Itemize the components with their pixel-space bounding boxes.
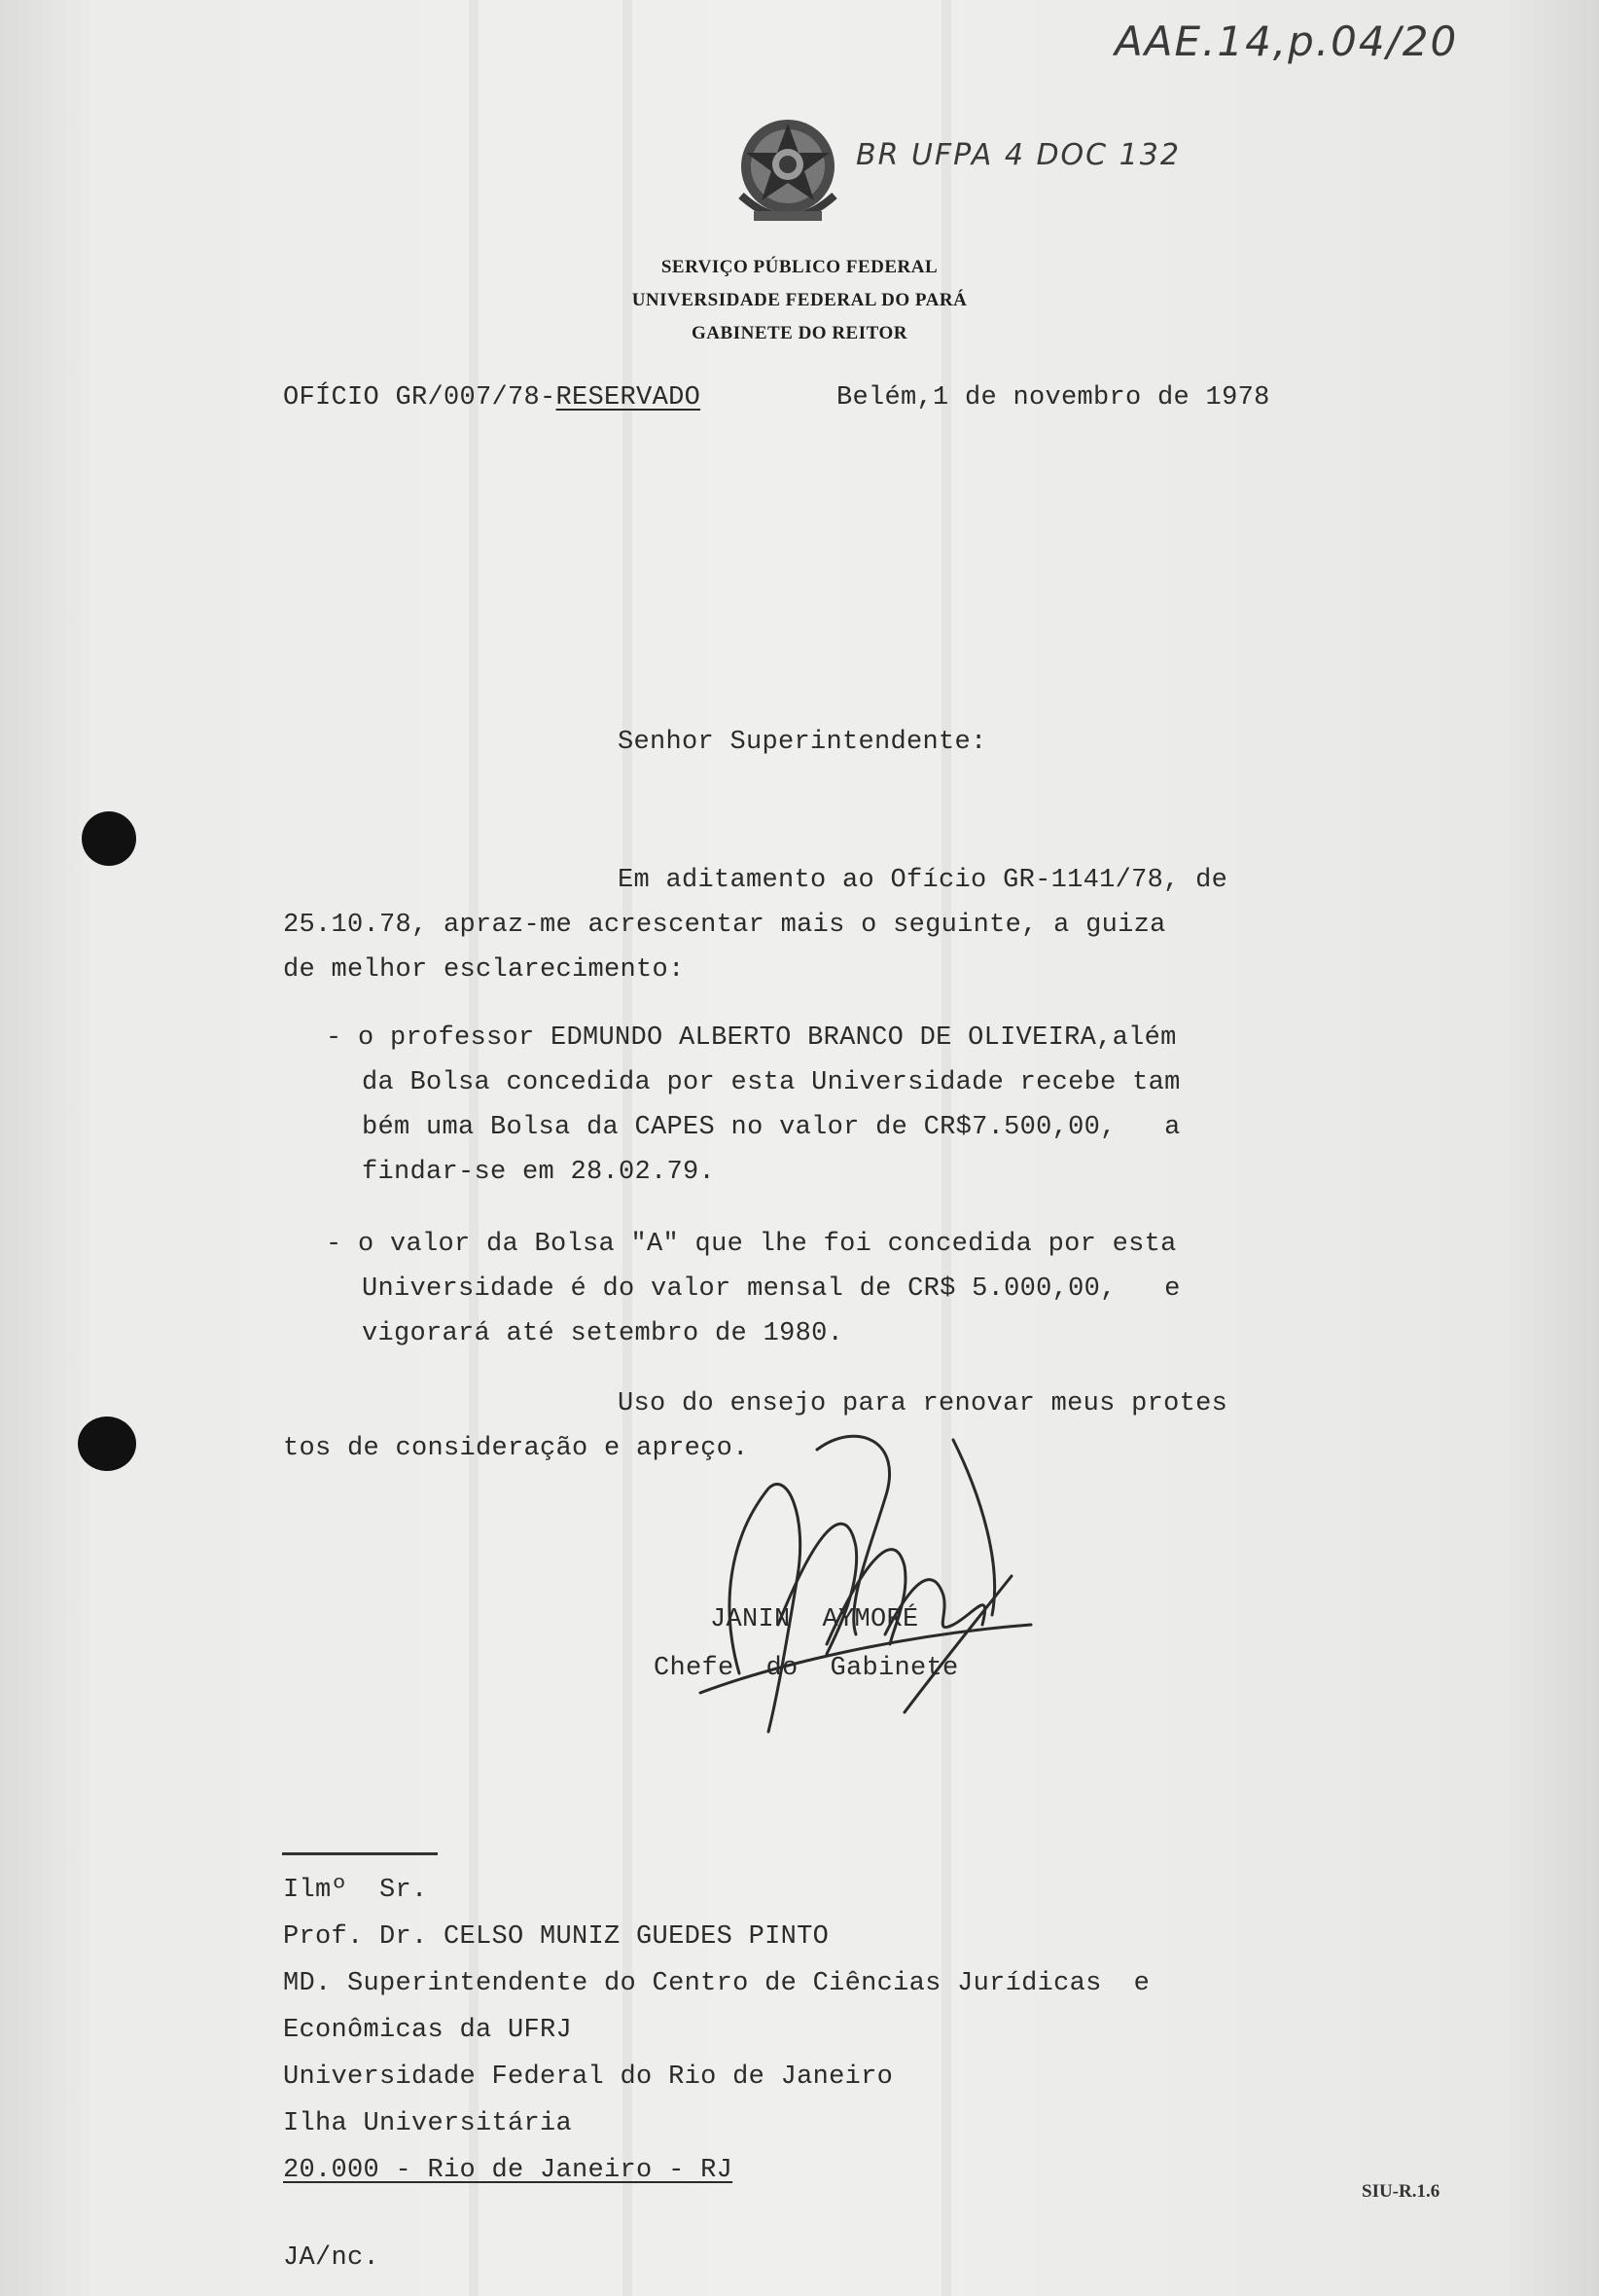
body-line: Em aditamento ao Ofício GR-1141/78, de <box>618 866 1228 895</box>
paper-fold <box>622 0 632 2296</box>
handwritten-signature <box>661 1381 1089 1761</box>
closing-line: tos de consideração e apreço. <box>283 1434 749 1463</box>
coat-of-arms-emblem <box>720 102 856 238</box>
document-reference <box>283 383 700 413</box>
addressee-role: MD. Superintendente do Centro de Ciências Jurídicas e <box>283 1969 1151 1998</box>
addressee-city: 20.000 - Rio de Janeiro - RJ <box>283 2156 733 2185</box>
header-service-line: SERVIÇO PÚBLICO FEDERAL <box>660 257 939 277</box>
form-code: SIU-R.1.6 <box>1362 2181 1440 2202</box>
signatory-title: Chefe do Gabinete <box>654 1654 959 1683</box>
list-item-line: findar-se em 28.02.79. <box>362 1158 716 1187</box>
list-item-line: da Bolsa concedida por esta Universidade recebe tam <box>362 1068 1181 1097</box>
box-reference-note: BR UFPA 4 DOC 132 <box>856 138 1181 172</box>
typist-initials: JA/nc. <box>283 2243 380 2273</box>
punch-hole <box>82 811 136 866</box>
body-line: de melhor esclarecimento: <box>283 955 685 985</box>
body-line: 25.10.78, apraz-me acrescentar mais o seguinte, a guiza <box>283 911 1166 940</box>
separator-line <box>282 1852 438 1855</box>
addressee-name: Prof. Dr. CELSO MUNIZ GUEDES PINTO <box>283 1922 830 1952</box>
header-university-line: UNIVERSIDADE FEDERAL DO PARÁ <box>631 290 968 310</box>
addressee-honorific: Ilmº Sr. <box>283 1876 428 1905</box>
classification-marking: RESERVADO <box>555 383 701 413</box>
list-item-line: - o professor EDMUNDO ALBERTO BRANCO DE OLIVEIRA,além <box>326 1023 1177 1053</box>
header-office-line: GABINETE DO REITOR <box>692 323 907 343</box>
signatory-name: JANIN AYMORÉ <box>710 1605 919 1634</box>
archive-reference-note: AAE.14,p.04/20 <box>1115 18 1459 65</box>
list-item-line: Universidade é do valor mensal de CR$ 5.000,00, e <box>362 1274 1181 1304</box>
reference-number: OFÍCIO GR/007/78- <box>283 383 556 413</box>
addressee-role-continued: Econômicas da UFRJ <box>283 2016 573 2045</box>
addressee-campus: Ilha Universitária <box>283 2109 573 2138</box>
salutation: Senhor Superintendente: <box>618 728 987 757</box>
punch-hole <box>78 1417 136 1471</box>
list-item-line: vigorará até setembro de 1980. <box>362 1319 844 1348</box>
paper-fold <box>942 0 951 2296</box>
place-and-date: Belém,1 de novembro de 1978 <box>836 383 1270 413</box>
closing-line: Uso do ensejo para renovar meus protes <box>618 1389 1228 1418</box>
list-item-line: - o valor da Bolsa "A" que lhe foi concedida por esta <box>326 1230 1177 1259</box>
list-item-line: bém uma Bolsa da CAPES no valor de CR$7.500,00, a <box>362 1113 1181 1142</box>
addressee-institution: Universidade Federal do Rio de Janeiro <box>283 2063 894 2092</box>
paper-fold <box>469 0 479 2296</box>
